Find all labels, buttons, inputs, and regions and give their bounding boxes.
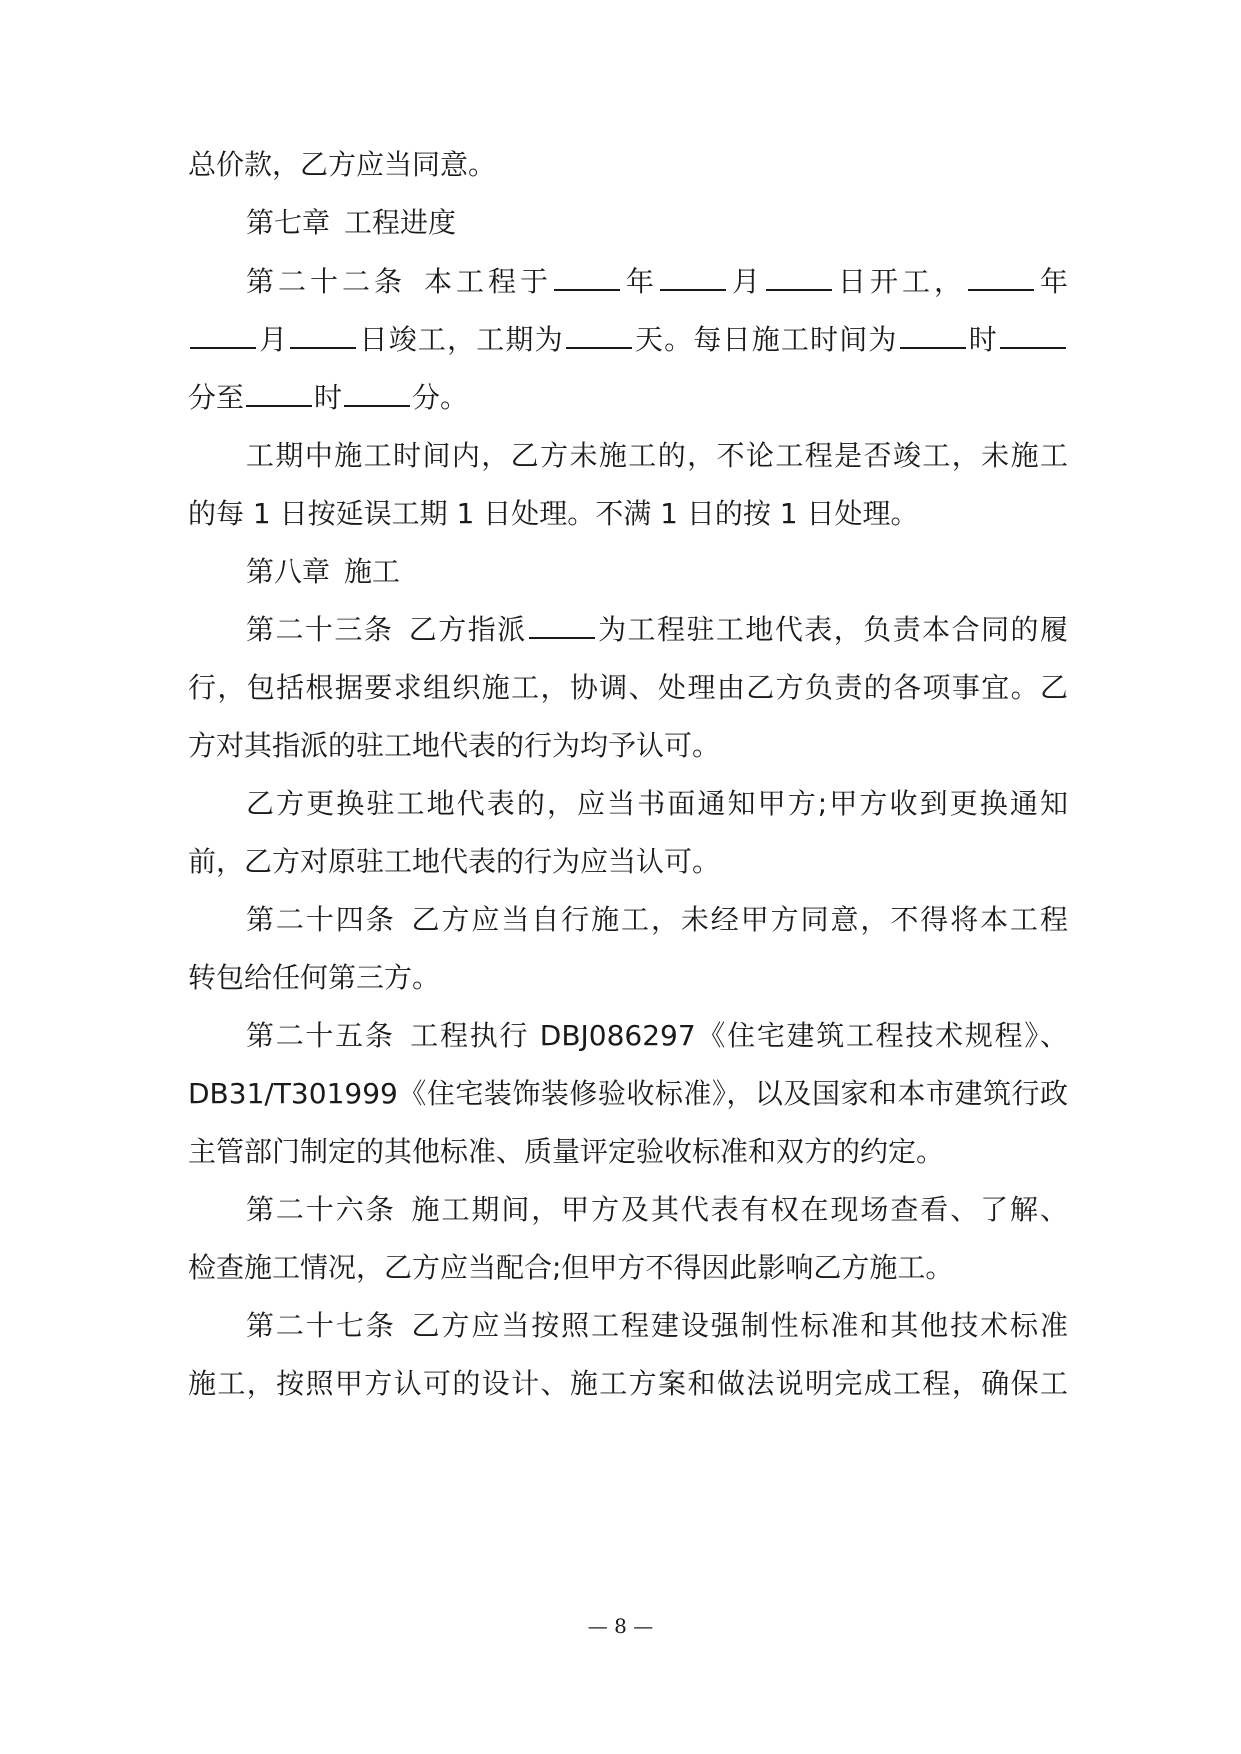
- chapter-number: 第七章: [246, 206, 331, 239]
- paragraph-line: [188, 958, 1068, 998]
- paragraph-line: [188, 668, 1068, 708]
- text: 月: [258, 323, 289, 356]
- text: 年: [1035, 265, 1068, 298]
- article-number: 第二十三条: [246, 613, 394, 646]
- blank-field: [968, 263, 1034, 291]
- text: 施工期间，甲方及其代表有权在现场查看、了解、: [409, 1193, 1068, 1226]
- text: 行，包括根据要求组织施工，协调、处理由乙方负责的各项事宜。乙: [188, 671, 1068, 704]
- article-22-line-3: [188, 378, 1068, 418]
- paragraph-line: [246, 784, 1068, 824]
- article-22-line-2: [188, 320, 1068, 360]
- blank-field: [566, 321, 632, 349]
- blank-field: [246, 379, 312, 407]
- text: DB31/T301999《住宅装饰装修验收标准》，以及国家和本市建筑行政: [188, 1077, 1068, 1110]
- text: 乙方更换驻工地代表的，应当书面通知甲方;甲方收到更换通知: [246, 787, 1068, 820]
- blank-field: [529, 611, 595, 639]
- text: 年: [621, 265, 658, 298]
- paragraph-line: [188, 726, 1068, 766]
- text: 工期中施工时间内，乙方未施工的，不论工程是否竣工，未施工: [246, 439, 1068, 472]
- text: 乙方指派: [407, 613, 527, 646]
- text: 总价款，乙方应当同意。: [188, 148, 497, 181]
- text: 时: [314, 381, 343, 414]
- article-24-line-1: [246, 900, 1068, 940]
- paragraph-line: [188, 1364, 1068, 1404]
- text: 本工程于: [419, 265, 552, 298]
- text: 时: [967, 323, 998, 356]
- text: 工程执行 DBJ086297《住宅建筑工程技术规程》、: [408, 1019, 1068, 1052]
- paragraph-line: [188, 1248, 1068, 1288]
- text: 前，乙方对原驻工地代表的行为应当认可。: [188, 845, 721, 878]
- text: 乙方应当自行施工，未经甲方同意，不得将本工程: [409, 903, 1068, 936]
- blank-field: [290, 321, 356, 349]
- blank-field: [660, 263, 726, 291]
- paragraph-line: [188, 1074, 1068, 1114]
- blank-field: [554, 263, 620, 291]
- article-number: 第二十四条: [246, 903, 396, 936]
- page-number: — 8 —: [587, 1614, 654, 1638]
- text: 为工程驻工地代表，负责本合同的履: [596, 613, 1068, 646]
- blank-field: [190, 321, 256, 349]
- paragraph-line: [246, 436, 1068, 476]
- text: 日竣工，工期为: [358, 323, 564, 356]
- paragraph-line: [188, 145, 1068, 185]
- article-23-line-1: [246, 610, 1068, 650]
- article-number: 第二十七条: [246, 1309, 396, 1342]
- article-22-line-1: [246, 262, 1068, 302]
- paragraph-line: [188, 842, 1068, 882]
- text: 主管部门制定的其他标准、质量评定验收标准和双方的约定。: [188, 1135, 945, 1168]
- blank-field: [1000, 321, 1066, 349]
- article-27-line-1: [246, 1306, 1068, 1346]
- text: 施工，按照甲方认可的设计、施工方案和做法说明完成工程，确保工: [188, 1367, 1068, 1400]
- text: 月: [727, 265, 764, 298]
- text: 日开工，: [833, 265, 966, 298]
- chapter-heading: [246, 552, 1068, 592]
- text: 检查施工情况，乙方应当配合;但甲方不得因此影响乙方施工。: [188, 1251, 954, 1284]
- paragraph-line: [188, 494, 1068, 534]
- text: 分至: [188, 381, 245, 414]
- text: 乙方应当按照工程建设强制性标准和其他技术标准: [409, 1309, 1068, 1342]
- text: 方对其指派的驻工地代表的行为均予认可。: [188, 729, 721, 762]
- blank-field: [766, 263, 832, 291]
- article-number: 第二十五条: [246, 1019, 395, 1052]
- text: 转包给任何第三方。: [188, 961, 441, 994]
- article-25-line-1: [246, 1016, 1068, 1056]
- chapter-title: 施工: [344, 555, 401, 588]
- article-number: 第二十二条: [246, 265, 406, 298]
- article-26-line-1: [246, 1190, 1068, 1230]
- text: 分。: [412, 381, 469, 414]
- chapter-number: 第八章: [246, 555, 331, 588]
- text: 天。每日施工时间为: [633, 323, 898, 356]
- chapter-heading: [246, 203, 1068, 243]
- blank-field: [344, 379, 410, 407]
- paragraph-line: [188, 1132, 1068, 1172]
- text: 的每 1 日按延误工期 1 日处理。不满 1 日的按 1 日处理。: [188, 497, 919, 530]
- blank-field: [900, 321, 966, 349]
- chapter-title: 工程进度: [344, 206, 457, 239]
- article-number: 第二十六条: [246, 1193, 396, 1226]
